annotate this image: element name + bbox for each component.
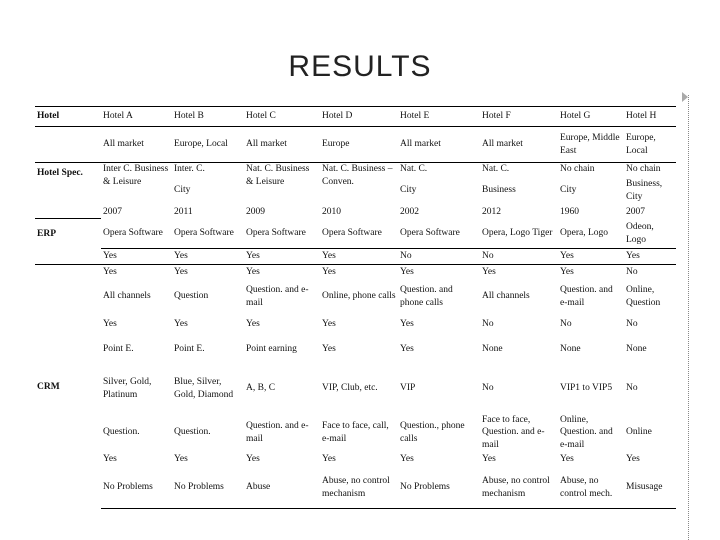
table-row: [35, 467, 676, 509]
slide-guide-line: [688, 95, 689, 540]
table-cell: Opera Software: [174, 228, 234, 239]
table-cell: Yes: [626, 454, 640, 465]
table-cell: 2002: [400, 206, 419, 217]
table-cell: Yes: [174, 454, 188, 465]
label-crm: CRM: [37, 381, 60, 392]
table-cell: All channels: [103, 291, 151, 302]
header-cell: Hotel E: [398, 107, 480, 127]
table-cell: No Problems: [398, 467, 480, 509]
table-cell: Point E.: [103, 344, 134, 355]
table-cell: Europe, Middle East: [560, 132, 620, 156]
table-cell: Silver, Gold, Platinum: [103, 377, 152, 400]
table-cell: Nat. C. Business & Leisure: [244, 163, 320, 206]
table-cell: Question., phone calls: [400, 421, 465, 444]
table-cell: A, B, C: [246, 383, 276, 394]
table-row: [35, 249, 676, 265]
table-cell: Yes: [174, 266, 188, 277]
table-cell: Inter C. Business & Leisure: [101, 163, 172, 206]
table-cell: None: [482, 344, 503, 355]
table-cell: Yes: [322, 344, 336, 355]
table-row: [35, 413, 676, 453]
table-cell: 2009: [246, 206, 265, 217]
table-cell: Opera Software: [322, 228, 382, 239]
table-cell: No: [482, 319, 494, 330]
table-cell: Yes: [560, 266, 574, 277]
table-cell: Face to face, Question. and e-mail: [482, 414, 545, 451]
table-cell: Yes: [101, 249, 172, 265]
table-cell: Point earning: [246, 344, 297, 355]
table-cell: VIP, Club, etc.: [322, 383, 378, 394]
header-cell: Hotel F: [480, 107, 558, 127]
table-cell: Business, City: [626, 179, 663, 202]
table-cell: All market: [103, 139, 144, 150]
table-row: [35, 219, 676, 249]
table-row: [35, 453, 676, 467]
table-cell: Yes: [172, 249, 244, 265]
table-row: [35, 206, 676, 219]
table-cell: Misusage: [624, 467, 676, 509]
table-cell: No Problems: [101, 467, 172, 509]
table-cell: VIP: [400, 383, 416, 394]
table-cell: No chain: [558, 163, 624, 176]
label-erp: ERP: [35, 219, 101, 249]
table-cell: Question: [174, 291, 209, 302]
table-cell: Nat. C.: [480, 163, 558, 176]
table-cell: Yes: [322, 454, 336, 465]
table-cell: Abuse, no control mechanism: [320, 467, 398, 509]
table-cell: Opera, Logo: [560, 228, 609, 239]
table-row: [35, 315, 676, 335]
table-cell: 2007: [626, 206, 645, 217]
table-cell: 2012: [482, 206, 501, 217]
table-cell: Yes: [482, 266, 496, 277]
table-cell: None: [626, 344, 647, 355]
table-cell: All market: [482, 139, 523, 150]
table-cell: Yes: [560, 454, 574, 465]
table-cell: Yes: [103, 319, 117, 330]
table-cell: Blue, Silver, Gold, Diamond: [174, 377, 234, 400]
table-row: [35, 279, 676, 315]
table-cell: Opera Software: [103, 228, 163, 239]
table-cell: 2007: [103, 206, 122, 217]
table-cell: Question. and e-mail: [246, 421, 309, 444]
table-cell: Yes: [400, 266, 414, 277]
table-cell: No: [560, 319, 572, 330]
table-cell: Opera, Logo Tiger: [482, 228, 553, 239]
table-cell: No: [626, 383, 638, 394]
table-cell: Yes: [246, 454, 260, 465]
table-cell: Yes: [246, 266, 260, 277]
table-cell: Online, Question: [626, 285, 661, 308]
table-row: [35, 127, 676, 163]
table-cell: Question. and e-mail: [246, 285, 309, 308]
table-cell: Abuse, no control mech.: [558, 467, 624, 509]
table-cell: Yes: [103, 266, 117, 277]
table-cell: Yes: [174, 319, 188, 330]
table-cell: Nat. C. Business – Conven.: [320, 163, 398, 206]
table-row: [35, 265, 676, 279]
table-cell: All market: [400, 139, 441, 150]
table-row: [35, 365, 676, 413]
table-cell: Online: [626, 427, 652, 438]
table-cell: Yes: [400, 344, 414, 355]
table-cell: Europe, Local: [626, 132, 656, 156]
header-cell: Hotel C: [244, 107, 320, 127]
table-cell: Inter. C.: [172, 163, 244, 176]
header-cell: Hotel A: [101, 107, 172, 127]
table-cell: City: [560, 185, 577, 196]
header-cell: Hotel D: [320, 107, 398, 127]
table-cell: Yes: [400, 319, 414, 330]
table-cell: No: [626, 319, 638, 330]
slide-title: RESULTS: [288, 50, 432, 83]
table-cell: Face to face, call, e-mail: [322, 421, 389, 444]
table-row: [35, 335, 676, 365]
table-cell: Europe: [322, 139, 350, 150]
table-cell: All market: [246, 139, 287, 150]
table-cell: 2011: [174, 206, 193, 217]
table-cell: Odeon, Logo: [626, 221, 654, 245]
table-cell: VIP1 to VIP5: [560, 383, 613, 394]
table-cell: Yes: [322, 266, 336, 277]
table-cell: Yes: [558, 249, 624, 265]
table-cell: No: [398, 249, 480, 265]
table-cell: Question.: [103, 427, 140, 438]
table-row: [35, 163, 676, 176]
table-cell: No: [480, 249, 558, 265]
table-cell: None: [560, 344, 581, 355]
table-cell: Question. and phone calls: [400, 285, 453, 308]
label-hotel: Hotel: [35, 107, 101, 127]
results-table: [35, 106, 676, 509]
table-cell: Point E.: [174, 344, 205, 355]
table-cell: City: [174, 185, 191, 196]
table-cell: No: [482, 383, 494, 394]
table-cell: No chain: [624, 163, 676, 176]
table-cell: All channels: [482, 291, 530, 302]
table-cell: Question. and e-mail: [560, 285, 613, 308]
table-cell: No Problems: [172, 467, 244, 509]
table-cell: Opera Software: [246, 228, 306, 239]
table-cell: Yes: [482, 454, 496, 465]
table-cell: Opera Software: [400, 228, 460, 239]
table-cell: Nat. C.: [398, 163, 480, 176]
header-row: [35, 107, 676, 127]
table-cell: 2010: [322, 206, 341, 217]
table-cell: Yes: [246, 319, 260, 330]
table-cell: Abuse, no control mechanism: [480, 467, 558, 509]
table-cell: Yes: [322, 319, 336, 330]
slide-guide-marker-icon: [682, 92, 688, 102]
table-cell: Yes: [244, 249, 320, 265]
table-cell: Yes: [320, 249, 398, 265]
table-cell: Question.: [174, 427, 211, 438]
table-cell: Yes: [624, 249, 676, 265]
table-cell: Yes: [103, 454, 117, 465]
table-cell: Yes: [400, 454, 414, 465]
header-cell: Hotel B: [172, 107, 244, 127]
table-cell: 1960: [560, 206, 579, 217]
table-cell: Business: [482, 185, 516, 196]
header-cell: Hotel H: [624, 107, 676, 127]
table-cell: No: [626, 266, 638, 277]
table-cell: City: [400, 185, 417, 196]
table-cell: Abuse: [244, 467, 320, 509]
header-cell: Hotel G: [558, 107, 624, 127]
label-hotel-spec: Hotel Spec.: [35, 163, 101, 206]
table-cell: Online, Question. and e-mail: [560, 414, 613, 451]
table-cell: Online, phone calls: [322, 291, 396, 302]
table-cell: Europe, Local: [174, 139, 228, 150]
